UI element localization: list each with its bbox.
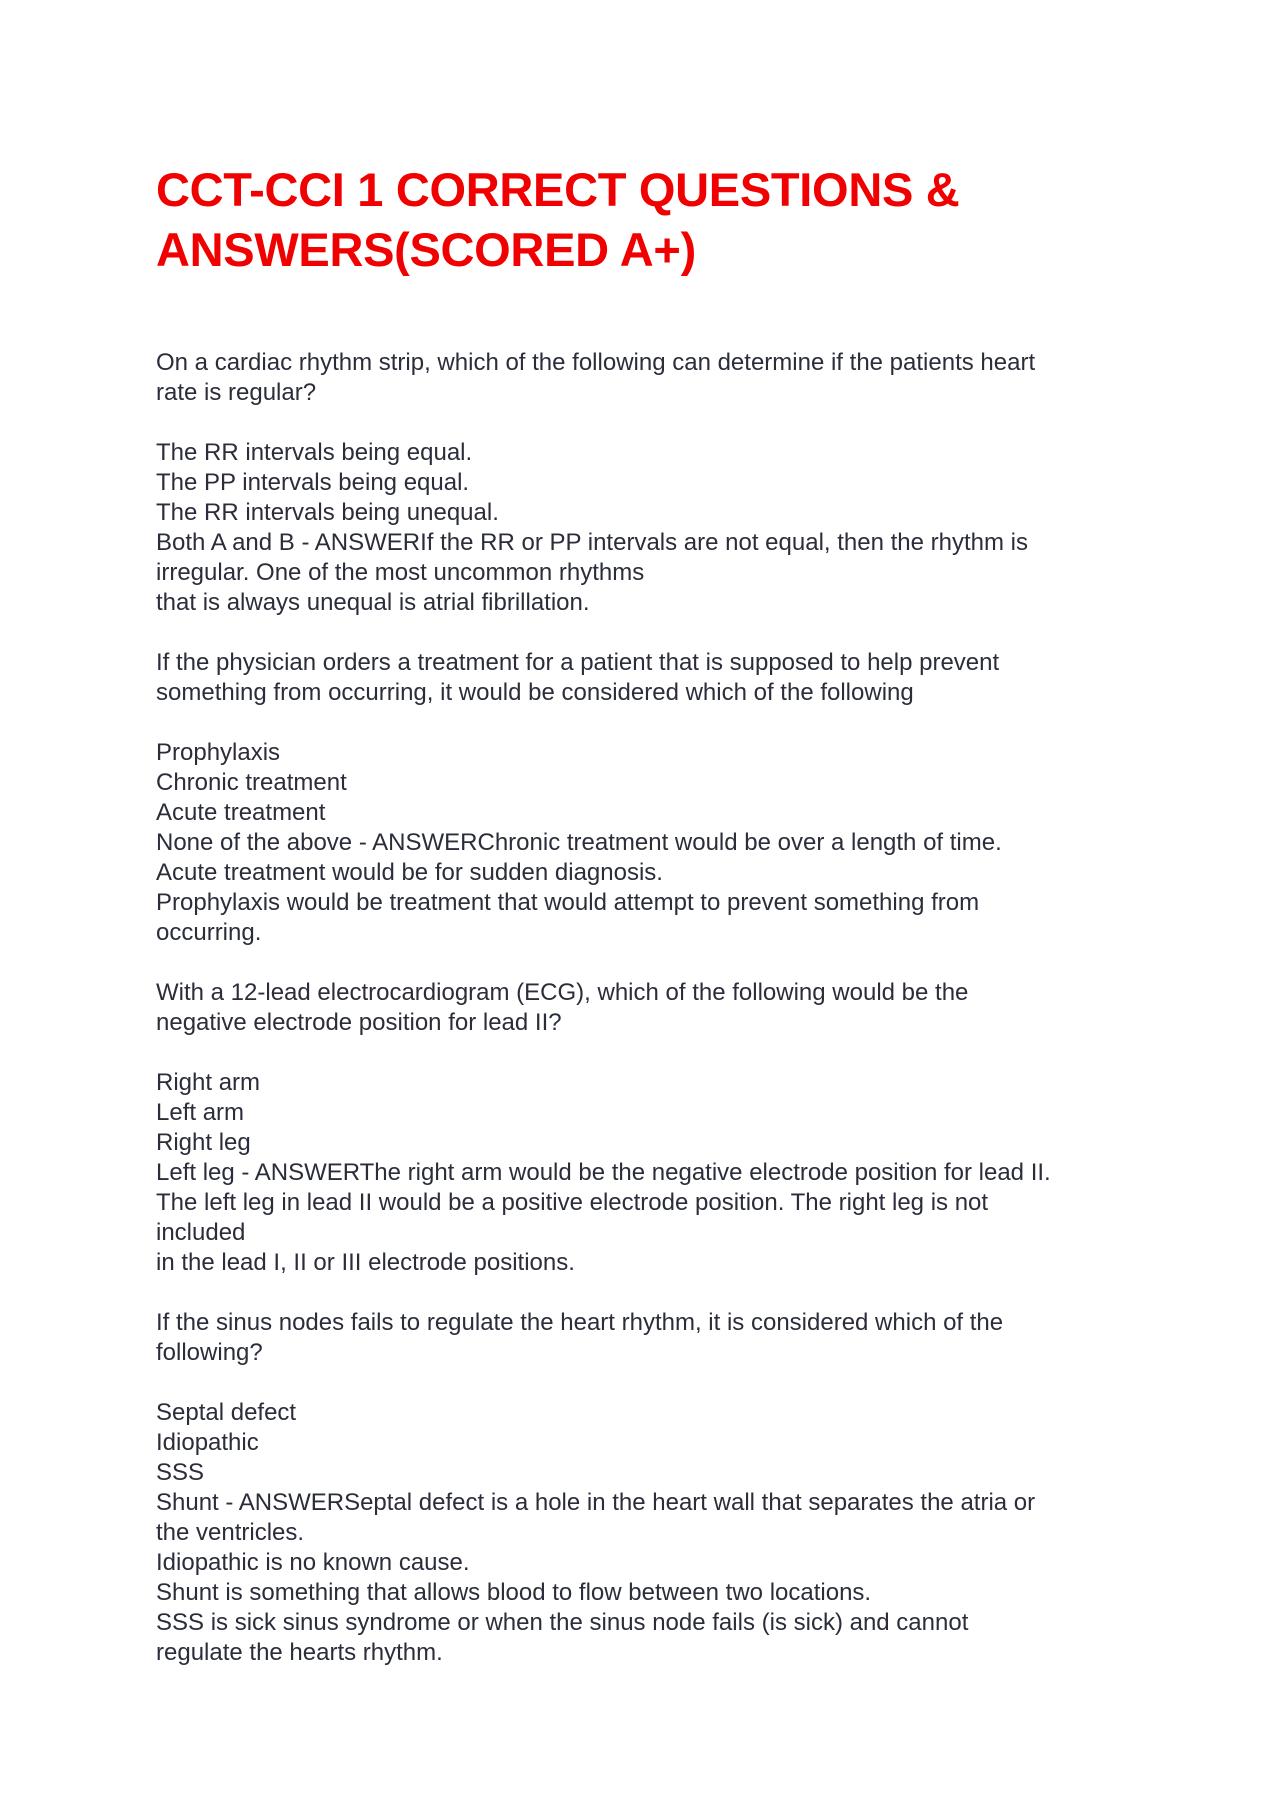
answer-line: Shunt is something that allows blood to flow between two locations. [156,1579,872,1606]
question-line: something from occurring, it would be considered which of the following [156,679,914,706]
answer-line: the ventricles. [156,1519,305,1546]
question-line: rate is regular? [156,379,317,406]
document-title [156,160,1136,280]
answer-text [156,1068,1136,1278]
answer-line: regulate the hearts rhythm. [156,1639,443,1666]
answer-line: SSS is sick sinus syndrome or when the sinus node fails (is sick) and cannot [156,1609,969,1636]
answer-text [156,1398,1136,1668]
answer-line: Shunt - ANSWERSeptal defect is a hole in the heart wall that separates the atria or [156,1489,1036,1516]
answer-line: The RR intervals being unequal. [156,499,499,526]
question-line: negative electrode position for lead II? [156,1009,562,1036]
answer-line: SSS [156,1459,205,1486]
answer-line: Acute treatment would be for sudden diagnosis. [156,859,663,886]
answer-line: The left leg in lead II would be a positive electrode position. The right leg is not [156,1189,989,1216]
question-text [156,978,1136,1038]
answer-text [156,438,1136,618]
answer-line: in the lead I, II or III electrode positions. [156,1249,575,1276]
answer-line: Septal defect [156,1399,297,1426]
title-line: CCT-CCI 1 CORRECT QUESTIONS & [156,163,960,216]
question-line: If the physician orders a treatment for a patient that is supposed to help prevent [156,649,1000,676]
document-body [156,348,1136,1668]
question-line: With a 12-lead electrocardiogram (ECG), which of the following would be the [156,979,969,1006]
answer-line: Left leg - ANSWERThe right arm would be the negative electrode position for lead II. [156,1159,1051,1186]
question-text [156,648,1136,708]
answer-line: irregular. One of the most uncommon rhythms [156,559,645,586]
question-line: If the sinus nodes fails to regulate the heart rhythm, it is considered which of the [156,1309,1004,1336]
answer-line: Idiopathic [156,1429,259,1456]
answer-line: Prophylaxis [156,739,281,766]
question-line: following? [156,1339,263,1366]
answer-line: Right arm [156,1069,261,1096]
document-page [156,160,1136,1698]
answer-line: Acute treatment [156,799,326,826]
answer-line: Chronic treatment [156,769,347,796]
answer-line: None of the above - ANSWERChronic treatment would be over a length of time. [156,829,1002,856]
answer-line: that is always unequal is atrial fibrillation. [156,589,590,616]
answer-line: The PP intervals being equal. [156,469,470,496]
answer-line: Left arm [156,1099,245,1126]
answer-line: The RR intervals being equal. [156,439,473,466]
answer-text [156,738,1136,948]
answer-line: Right leg [156,1129,251,1156]
question-line: On a cardiac rhythm strip, which of the following can determine if the patients heart [156,349,1036,376]
question-text [156,1308,1136,1368]
answer-line: Idiopathic is no known cause. [156,1549,470,1576]
answer-line: included [156,1219,246,1246]
title-line: ANSWERS(SCORED A+) [156,223,696,276]
question-text [156,348,1136,408]
answer-line: occurring. [156,919,262,946]
answer-line: Both A and B - ANSWERIf the RR or PP intervals are not equal, then the rhythm is [156,529,1028,556]
answer-line: Prophylaxis would be treatment that would attempt to prevent something from [156,889,980,916]
